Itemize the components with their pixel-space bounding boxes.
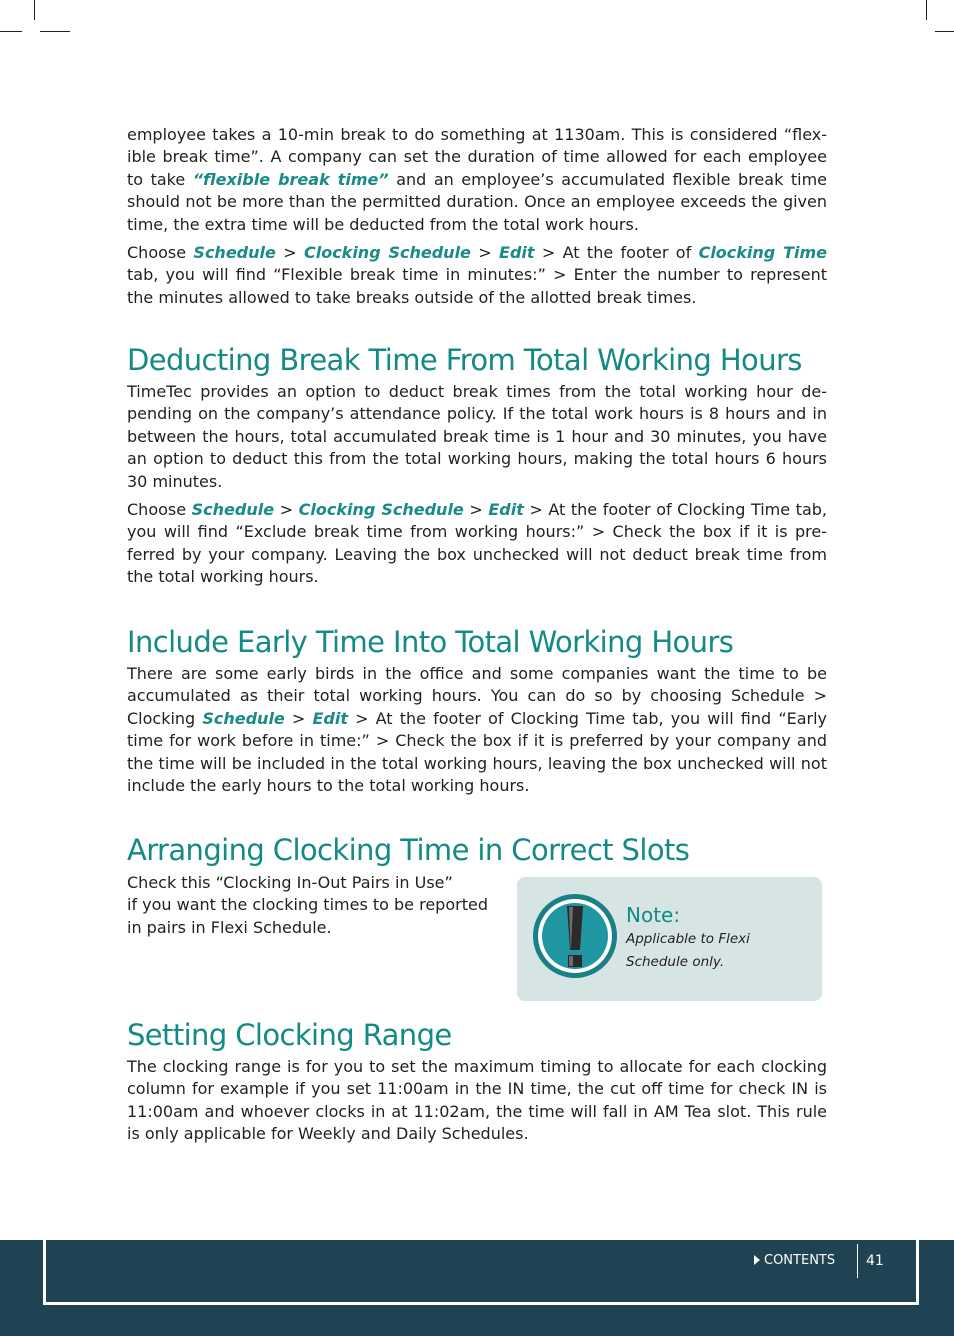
note-body: Applicable to Flexi Schedule only. [626,931,750,970]
body-text: Choose [127,243,194,263]
intro-paragraph-2 [127,242,827,309]
crop-mark [40,31,70,32]
keyword-edit: Edit [488,500,524,520]
separator: > [463,500,489,520]
body-text: tab, you will find “Flexible break time in minutes:” > Enter the number to represent the minutes allowed to take breaks outside of the allotted break times. [127,265,827,307]
section-heading: Include Early Time Into Total Working Hours [127,625,734,659]
keyword-clocking-time: Clocking Time [698,243,828,263]
deduct-section [127,343,827,589]
exclamation-icon [531,892,619,980]
keyword-schedule: Schedule [202,708,285,728]
separator: > [470,243,500,263]
text-line: if you want the clocking times to be reported [127,895,488,915]
body-text: > At the footer of Clocking Time tab, you will find “Early time for work before in time:” > Check the box if it is preferred by your company and the time will be included in the total working hours, leaving the box unchecked will not include the early hours to the total working hours. [127,708,828,796]
footer-frame [43,1240,919,1305]
text-line: in pairs in Flexi Schedule. [127,917,332,937]
text-line: Check this “Clocking In-Out Pairs in Use” [127,873,453,892]
note-box [517,877,822,1001]
crop-mark [926,0,927,20]
keyword-clocking-schedule: Clocking Schedule [298,500,464,520]
page-footer [0,1240,954,1336]
separator: > [274,500,299,520]
body-text: There are some early birds in the office and some companies want the time to be accumulated as their total working hours. You can do so by choosing Schedule > Clocking [127,664,827,728]
keyword: “flexible break time” [192,169,389,189]
deduct-paragraph-1: TimeTec provides an option to deduct break times from the total working hour de-pending on the company’s attendance policy. If the total work hours is 8 hours and in between the hours, total accumulated break time is 1 hour and 30 minutes, you have an option to deduct this from the total working hours, making the total hours 6 hours 30 minutes. [127,382,827,491]
early-paragraph-1 [127,663,827,797]
intro-section [127,124,827,309]
deduct-paragraph-2 [127,499,827,589]
keyword-clocking-schedule: Clocking Schedule [303,243,471,263]
separator: > [275,243,304,263]
section-heading: Arranging Clocking Time in Correct Slots [127,833,690,867]
section-heading: Setting Clocking Range [127,1018,452,1052]
triangle-right-icon [753,1255,761,1265]
body-text: > At the footer of Clocking Time tab, you will find “Exclude break time from working hours:” > Check the box if it is pre-ferred by your company. Leaving the box unchecked will not deduct break time from the total working hours. [127,500,828,587]
separator: > [284,708,313,728]
divider [857,1244,858,1278]
arranging-text [127,872,507,939]
range-section [127,1018,827,1146]
range-paragraph-1: The clocking range is for you to set the maximum timing to allocate for each clocking column for example if you set 11:00am in the IN time, the cut off time for check IN is 11:00am and whoever clocks in at 11:02am, the time will fall in AM Tea slot. This rule is only applicable for Weekly and Daily Schedules. [127,1057,827,1144]
keyword-schedule: Schedule [193,243,276,263]
early-section [127,625,827,797]
intro-paragraph-1 [127,124,827,236]
crop-mark [0,31,22,32]
body-text: employee takes a 10-min break to do something at 1130am. This is considered “flex-ible break time”. A company can set the duration of time allowed for each employee to take [127,125,827,189]
crop-mark [34,0,35,20]
crop-mark [935,31,954,32]
section-heading: Deducting Break Time From Total Working Hours [127,343,802,377]
keyword-edit: Edit [499,243,535,263]
body-text: Choose [127,500,192,520]
body-text: > At the footer of [534,243,699,263]
keyword-schedule: Schedule [191,500,275,520]
body-text: and an employee’s accumulated flexible break time should not be more than the permitted duration. Once an employee exceeds the given time, the extra time will be deducted from the total work hours. [127,169,828,234]
note-title: Note: [626,903,681,927]
contents-label: CONTENTS [764,1253,836,1268]
contents-link[interactable] [753,1253,835,1269]
page-number: 41 [866,1253,884,1269]
keyword-edit: Edit [312,708,348,728]
